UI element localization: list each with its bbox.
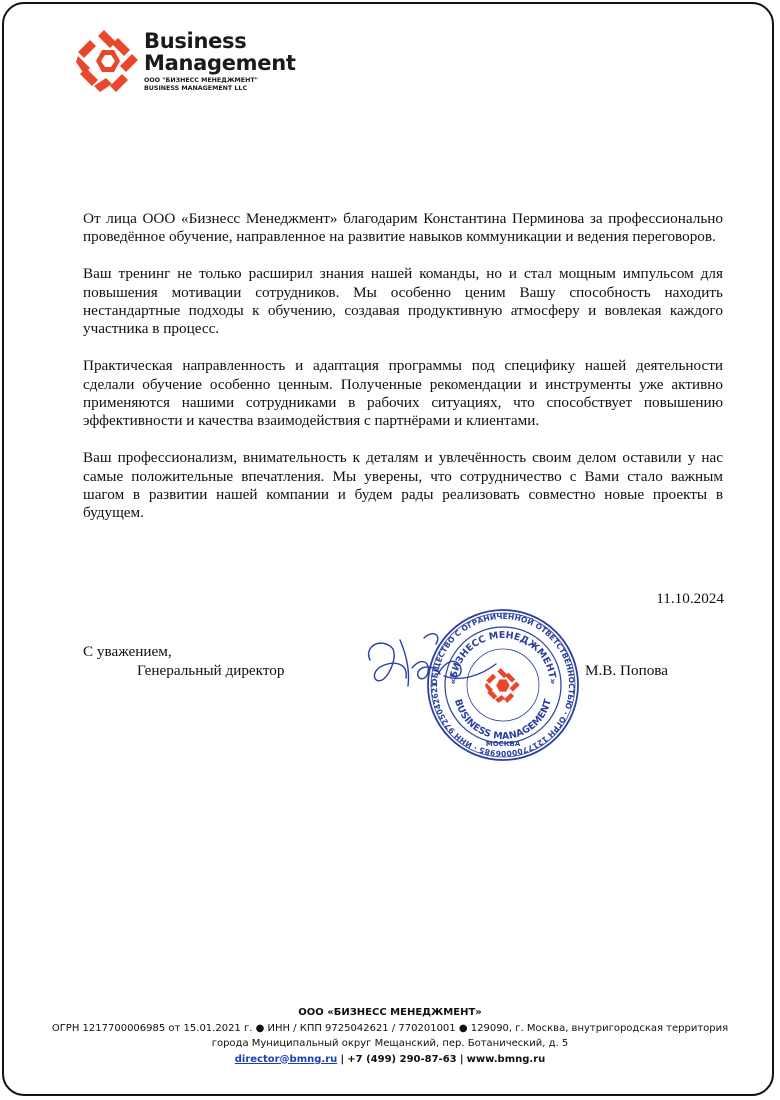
letter-paragraph: Ваш тренинг не только расширил знания нашей команды, но и стал мощным импульсом для повышения мотивации сотрудников. Мы особенно ценим Вашу способность находить нестандартные подходы к обучению, создавая продуктивную атмосферу и вовлекая каждого участника в процесс. <box>83 265 723 338</box>
company-logo <box>76 28 296 94</box>
signer-name: М.В. Попова <box>585 662 669 679</box>
footer-company: ООО «БИЗНЕСС МЕНЕДЖМЕНТ» <box>298 1007 482 1018</box>
logo-subtitle-en: BUSINESS MANAGEMENT LLC <box>144 85 248 92</box>
logo-name-line1: Business <box>144 29 247 53</box>
letter-paragraph: Практическая направленность и адаптация программы под специфику нашей деятельности сделали обучение особенно ценным. Полученные рекомендации и инструменты уже активно применяются нашими сотрудниками в рабочих ситуациях, что способствует повышению эффективности и качества взаимодействия с партнёрами и клиентами. <box>83 357 723 430</box>
letter-paragraph: Ваш профессионализм, внимательность к деталям и увлечённость своим делом оставили у нас самые положительные впечатления. Мы уверены, что сотрудничество с Вами стало важным шагом в развитии нашей компании и будем рады реализовать совместно новые проекты в будущем. <box>83 449 723 522</box>
footer-line2: города Муниципальный округ Мещанский, пер. Ботанический, д. 5 <box>211 1038 569 1049</box>
logo-subtitle-ru: ООО "БИЗНЕСС МЕНЕДЖМЕНТ" <box>144 77 258 84</box>
stamp-inner-top-text: «БИЗНЕСС МЕНЕДЖМЕНТ» <box>447 629 559 686</box>
stamp-inner-bottom-text: BUSINESS MANAGEMENT <box>452 697 554 743</box>
footer-line1: ОГРН 1217700006985 от 15.01.2021 г. ● ИНН / КПП 9725042621 / 770201001 ● 129090, г. Москва, внутригородская территория <box>51 1022 729 1034</box>
footer-contacts <box>40 1052 740 1068</box>
logo-mark-icon <box>76 28 140 94</box>
letter-body <box>83 210 723 541</box>
signature-scribble <box>360 620 510 700</box>
signer-position: Генеральный директор <box>137 662 285 679</box>
logo-name-line2: Management <box>144 51 296 75</box>
footer-email-link[interactable]: director@bmng.ru <box>234 1053 338 1065</box>
footer-separator: | <box>459 1053 464 1065</box>
footer <box>40 1005 740 1067</box>
closing-text: С уважением, <box>83 643 172 660</box>
letter-date: 11.10.2024 <box>656 590 724 607</box>
document-frame <box>2 2 774 1096</box>
stamp-outer-text: ОБЩЕСТВО С ОГРАНИЧЕННОЙ ОТВЕТСТВЕННОСТЬЮ · ОГРН 1217700006985 · ИНН 9725042621 <box>429 611 577 759</box>
svg-text:BUSINESS MANAGEMENT <box>452 697 554 742</box>
footer-phone: +7 (499) 290-87-63 <box>347 1053 457 1065</box>
footer-separator: | <box>340 1053 345 1065</box>
letter-paragraph: От лица ООО «Бизнесс Менеджмент» благодарим Константина Перминова за профессионально проведённое обучение, направленное на развитие навыков коммуникации и ведения переговоров. <box>83 210 723 246</box>
footer-website: www.bmng.ru <box>466 1053 546 1065</box>
stamp-city: МОСКВА <box>485 740 521 748</box>
